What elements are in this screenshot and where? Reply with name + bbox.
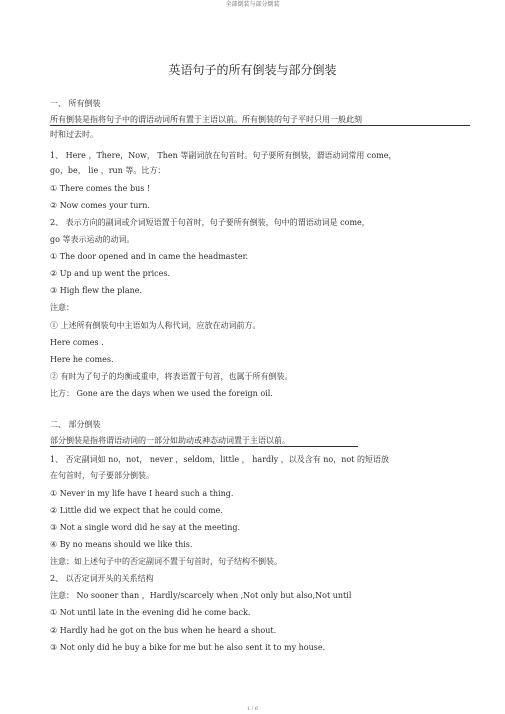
example-sentence: ② Hardly had he got on the bus when he heard a shout. bbox=[50, 626, 277, 635]
paragraph-line: 所有倒装是指将句子中的谓语动词所有置于主语以前。所有倒装的句子平时只用一般此刻 bbox=[50, 115, 470, 126]
rule-item: 1、 Here ，There，Now， Then 等副词放在句首时。句子要所有倒装，谓语动词常用 come， bbox=[50, 151, 397, 160]
note-item: ② 有时为了句子的均衡或重申，将表语置于句首，也属于所有倒装。 bbox=[50, 372, 293, 381]
example-sentence: ② Little did we expect that he could come. bbox=[50, 506, 223, 515]
example-sentence: ③ High flew the plane. bbox=[50, 286, 143, 295]
note-item: 注意：如上述句子中的否定副词不置于句首时，句子结构不倒装。 bbox=[50, 557, 282, 566]
example-sentence: ③ Not a single word did he say at the meeting. bbox=[50, 523, 241, 532]
rule-item: 2、 以否定词开头的关系结构 bbox=[50, 574, 154, 583]
example-sentence: ② Now comes your turn. bbox=[50, 201, 150, 210]
example-sentence: ① Never in my life have I heard such a thing. bbox=[50, 489, 234, 498]
section-heading-full-inversion: 一、 所有倒装 bbox=[50, 99, 101, 108]
rule-item: 2、 表示方向的副词或介词短语置于句首时，句子要所有倒装，句中的谓语动词是 come， bbox=[50, 218, 370, 227]
page-number: 1 / 6 bbox=[246, 706, 259, 712]
example-sentence: ① Not until late in the evening did he come back. bbox=[50, 608, 251, 617]
section-heading-partial-inversion: 二、 部分倒装 bbox=[50, 420, 101, 429]
paragraph-line: 时和过去时。 bbox=[50, 130, 98, 139]
paragraph-line: go 等表示运动的动词。 bbox=[50, 235, 135, 244]
example-sentence: ① There comes the bus ! bbox=[50, 184, 151, 193]
paragraph-line: 部分倒装是指将谓语动词的一部分如助动或神态动词置于主语以前。 bbox=[50, 436, 358, 447]
page-header: 全部倒装与部分倒装 bbox=[225, 1, 280, 8]
paragraph-line: go，be， lie ，run 等。比方： bbox=[50, 166, 166, 175]
example-sentence: Here he comes. bbox=[50, 355, 114, 364]
example-sentence: ② Up and up went the prices. bbox=[50, 269, 171, 278]
rule-item: 1、 否定副词如 no，not， never ，seldom，little ， hardly ，以及含有 no，not 的短语放 bbox=[50, 455, 389, 464]
example-sentence: Here comes . bbox=[50, 338, 104, 347]
example-sentence: ③ Not only did he buy a bike for me but he also sent it to my house. bbox=[50, 643, 326, 652]
example-sentence: ④ By no means should we like this. bbox=[50, 540, 193, 549]
example-sentence: 比方： Gone are the days when we used the foreign oil. bbox=[50, 389, 273, 398]
paragraph-line: 在句首时，句子要部分倒装。 bbox=[50, 471, 154, 480]
note-item: 注意： No sooner than ，Hardly/scarcely when ,Not only but also,Not until bbox=[50, 591, 352, 600]
note-item: ① 上述所有倒装句中主语如为人称代词，应放在动词前方。 bbox=[50, 321, 261, 330]
note-heading: 注意： bbox=[50, 303, 74, 312]
example-sentence: ① The door opened and in came the headmaster. bbox=[50, 252, 249, 261]
document-title: 英语句子的所有倒装与部分倒装 bbox=[168, 63, 337, 77]
